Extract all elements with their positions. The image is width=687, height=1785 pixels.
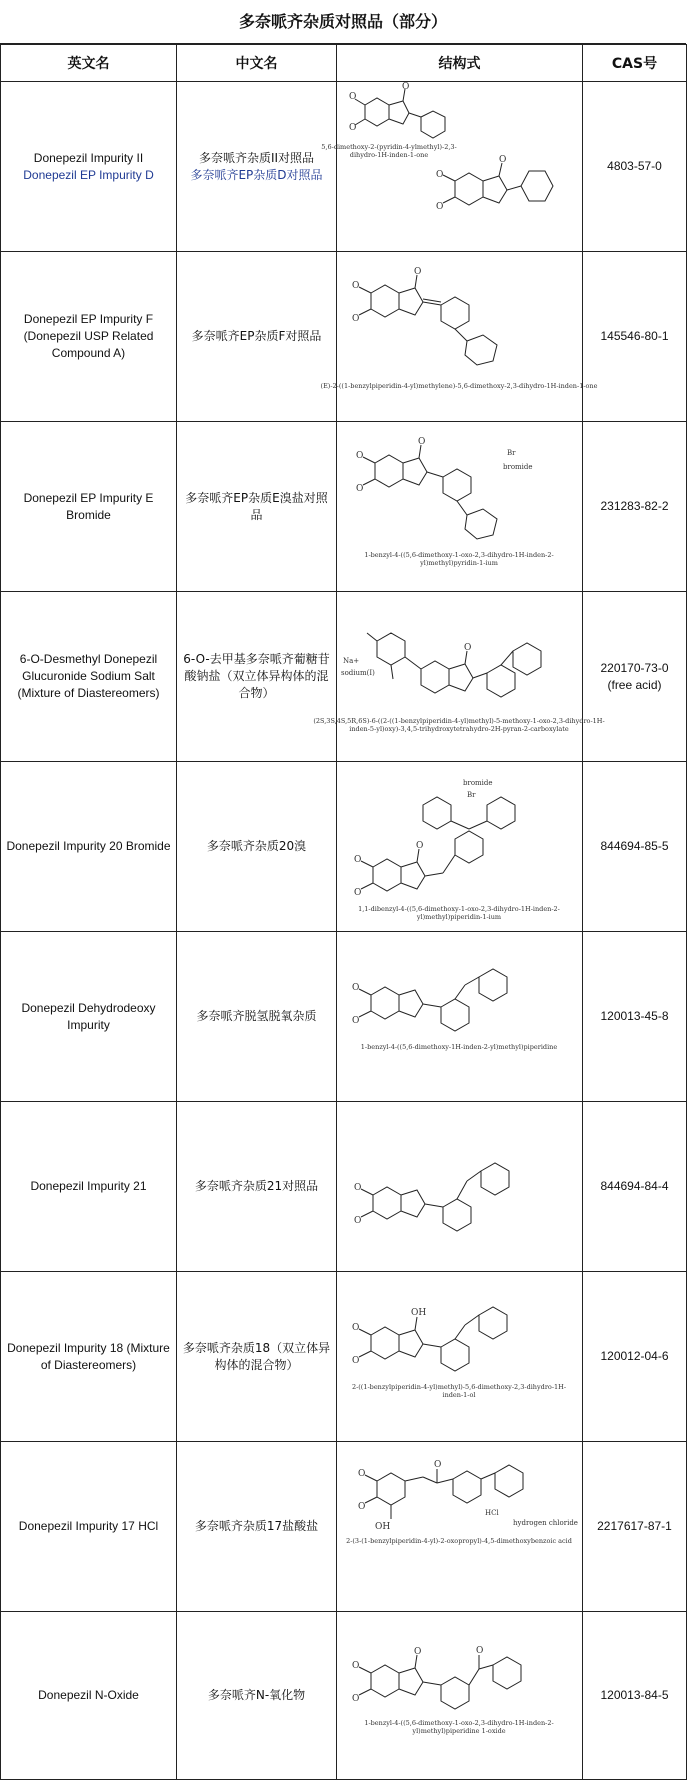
structure-caption: (E)-2-((1-benzylpiperidin-4-yl)methylene)-5,6-dimethoxy-2,3-dihydro-1H-inden-1-one [320,381,598,390]
svg-text:O: O [352,280,360,291]
english-name-line: 6-O-Desmethyl Donepezil [19,652,158,666]
english-name-line: Compound A) [51,346,126,360]
english-name-cell [1,932,177,1102]
table-row [1,252,687,422]
cas-cell [583,1272,687,1442]
structure-label: HCl [485,1508,499,1517]
svg-text:O: O [352,1693,360,1704]
structure-caption: 1-benzyl-4-((5,6-dimethoxy-1H-inden-2-yl)methyl)piperidine [360,1042,558,1051]
structure-label: Br [507,448,516,457]
table-row [1,422,687,592]
cas-number: 145546-80-1 [600,329,669,343]
svg-text:O: O [434,1459,442,1470]
structure-diagram [321,81,581,251]
structure-caption: 5,6-dimethoxy-2-(pyridin-4-ylmethyl)-2,3- [321,142,457,151]
chinese-name-cell [177,82,337,252]
svg-text:OH: OH [411,1307,427,1318]
english-name-line: Impurity [67,1017,110,1032]
structure-caption: inden-5-yl)oxy)-3,4,5-trihydroxytetrahydro-2H-pyran-2-carboxylate [349,724,569,733]
structure-cell [337,1102,583,1272]
structure-diagram [337,423,581,591]
english-name-line: (Donepezil USP Related [23,329,154,343]
svg-text:O: O [414,1646,422,1657]
svg-text:O: O [499,154,507,165]
structure-cell [337,422,583,592]
cas-number: 120012-04-6 [600,1349,669,1363]
english-name-cell [1,762,177,932]
structure-caption: 1,1-dibenzyl-4-((5,6-dimethoxy-1-oxo-2,3-dihydro-1H-inden-2- [358,904,560,913]
cas-cell [583,932,687,1102]
cas-number: 844694-85-5 [600,839,669,853]
structure-diagram [337,1443,581,1611]
chinese-name-line: 6-O-去甲基多奈哌齐葡糖苷 [183,652,330,666]
structure-caption: yl)methyl)piperidin-1-ium [416,912,502,921]
svg-text:O: O [352,1355,360,1366]
english-name-line: Donepezil Impurity 17 HCl [18,1519,159,1533]
cas-cell [583,1612,687,1780]
table-header-row [1,45,687,82]
cas-cell [583,1102,687,1272]
english-name-line: Donepezil Impurity 18 (Mixture [7,1340,170,1355]
structure-caption: yl)methyl)pyridin-1-ium [420,558,498,567]
structure-caption: 2-(3-(1-benzylpiperidin-4-yl)-2-oxopropyl)-4,5-dimethoxybenzoic acid [346,1536,572,1545]
svg-text:O: O [352,1015,360,1026]
cas-number: 844694-84-4 [600,1179,669,1193]
structure-caption: inden-1-ol [442,1390,476,1399]
chinese-name-cell [177,1272,337,1442]
table-row [1,1442,687,1612]
svg-text:O: O [354,1215,362,1226]
cas-cell [583,252,687,422]
chinese-name-line: 构体的混合物） [214,1357,299,1372]
table-row [1,1272,687,1442]
structure-caption: 1-benzyl-4-((5,6-dimethoxy-1-oxo-2,3-dihydro-1H-inden-2- [364,1718,554,1727]
structure-diagram [337,1103,581,1271]
english-name-line: (Mixture of Diastereomers) [17,686,160,700]
svg-text:O: O [414,266,422,277]
structure-diagram [337,933,581,1101]
svg-text:O: O [349,91,357,102]
table-row [1,932,687,1102]
english-name-cell [1,422,177,592]
column-header-cas: CAS号 [583,45,687,82]
svg-text:OH: OH [375,1521,391,1532]
structure-cell [313,592,605,762]
structure-label: Br [467,790,476,799]
chinese-name-line: 多奈哌齐杂质21对照品 [194,1179,319,1193]
structure-cell [337,1612,583,1780]
page-title: 多奈哌齐杂质对照品（部分） [0,0,686,44]
structure-cell [321,81,583,252]
chinese-name-cell [177,932,337,1102]
english-name-line: Glucuronide Sodium Salt [22,669,155,683]
english-name-line: Donepezil EP Impurity F [23,312,154,326]
chinese-name-line: 多奈哌齐杂质18（双立体异 [182,1340,331,1355]
structure-diagram [320,253,598,421]
chinese-name-line: 多奈哌齐EP杂质D对照品 [190,167,323,182]
chinese-name-line: 多奈哌齐EP杂质F对照品 [191,329,322,343]
cas-number: 120013-84-5 [600,1688,669,1702]
english-name-line: Donepezil Dehydrodeoxy [21,1000,156,1015]
svg-text:O: O [436,169,444,180]
english-name-line: Donepezil Impurity 20 Bromide [6,839,171,853]
chinese-name-cell [177,1612,337,1780]
cas-cell [583,762,687,932]
english-name-line: Donepezil Impurity 21 [30,1179,147,1193]
svg-text:O: O [402,81,410,92]
svg-text:O: O [356,483,364,494]
chinese-name-line: 多奈哌齐脱氢脱氧杂质 [196,1009,317,1023]
column-header-english-name: 英文名 [1,45,177,82]
svg-text:O: O [358,1468,366,1479]
structure-diagram [337,1613,581,1779]
english-name-line: Donepezil Impurity II [33,150,144,165]
svg-text:O: O [352,1660,360,1671]
english-name-cell [1,1272,177,1442]
structure-label: sodium(I) [341,668,375,677]
structure-diagram [313,593,605,761]
structure-label: bromide [463,778,493,787]
table-row [1,82,687,252]
chinese-name-cell [177,762,337,932]
cas-number: 120013-45-8 [600,1009,669,1023]
svg-text:O: O [354,887,362,898]
structure-caption: (2S,3S,4S,5R,6S)-6-((2-((1-benzylpiperidin-4-yl)methyl)-5-methoxy-1-oxo-2,3-dihydro-1H- [313,716,605,725]
english-name-cell [1,252,177,422]
table-row [1,762,687,932]
structure-caption: 1-benzyl-4-((5,6-dimethoxy-1-oxo-2,3-dihydro-1H-inden-2- [364,550,554,559]
svg-text:O: O [349,122,357,133]
english-name-cell [1,1442,177,1612]
table-row [1,1612,687,1780]
english-name-cell [1,592,177,762]
structure-cell [337,1272,583,1442]
structure-diagram [337,1273,581,1441]
column-header-structure: 结构式 [337,45,583,82]
chinese-name-cell [177,1442,337,1612]
chinese-name-line: 多奈哌齐杂质20溴 [206,839,307,853]
table-row [1,592,687,762]
structure-cell [337,1442,583,1612]
cas-cell [583,82,687,252]
english-name-line: Donepezil EP Impurity E Bromide [23,490,154,522]
chinese-name-line: 酸钠盐（双立体异构体的混 [184,669,329,683]
column-header-chinese-name: 中文名 [177,45,337,82]
structure-cell [337,932,583,1102]
structure-label: bromide [503,462,533,471]
structure-caption: 2-((1-benzylpiperidin-4-yl)methyl)-5,6-dimethoxy-2,3-dihydro-1H- [351,1382,567,1391]
chinese-name-line: 多奈哌齐杂质17盐酸盐 [194,1519,319,1533]
svg-text:O: O [354,854,362,865]
svg-text:O: O [476,1645,484,1656]
english-name-cell [1,1612,177,1780]
svg-text:O: O [352,1322,360,1333]
structure-label: hydrogen chloride [513,1518,578,1527]
svg-text:O: O [358,1501,366,1512]
chinese-name-cell [177,592,337,762]
svg-text:O: O [352,982,360,993]
cas-note: (free acid) [607,677,662,692]
impurity-table [0,44,687,1780]
svg-text:O: O [416,840,424,851]
english-name-line: Donepezil N-Oxide [38,1688,139,1702]
cas-cell [583,592,687,762]
svg-text:O: O [354,1182,362,1193]
chinese-name-line: 合物） [238,686,275,700]
chinese-name-line: 多奈哌齐EP杂质E溴盐对照品 [185,490,328,522]
svg-text:O: O [464,642,472,653]
cas-cell [583,1442,687,1612]
chinese-name-line: 多奈哌齐杂质II对照品 [198,150,315,165]
structure-caption: yl)methyl)piperidine 1-oxide [412,1726,506,1735]
english-name-cell [1,82,177,252]
structure-cell [337,762,583,932]
english-name-cell [1,1102,177,1272]
english-name-line: of Diastereomers) [40,1357,137,1372]
chinese-name-cell [177,252,337,422]
table-row [1,1102,687,1272]
cas-number: 220170-73-0 [600,660,669,675]
cas-cell [583,422,687,592]
svg-text:O: O [352,313,360,324]
structure-diagram [337,763,581,931]
chinese-name-cell [177,422,337,592]
chinese-name-line: 多奈哌齐N-氧化物 [207,1688,306,1702]
structure-cell [320,252,598,422]
cas-number: 2217617-87-1 [597,1519,672,1533]
svg-text:O: O [436,201,444,212]
svg-text:O: O [356,450,364,461]
chinese-name-cell [177,1102,337,1272]
english-name-line: Donepezil EP Impurity D [23,167,154,182]
structure-label: Na+ [343,656,360,665]
cas-number: 4803-57-0 [607,159,662,173]
cas-number: 231283-82-2 [600,499,669,513]
svg-text:O: O [418,436,426,447]
structure-caption: dihydro-1H-inden-1-one [349,150,429,159]
